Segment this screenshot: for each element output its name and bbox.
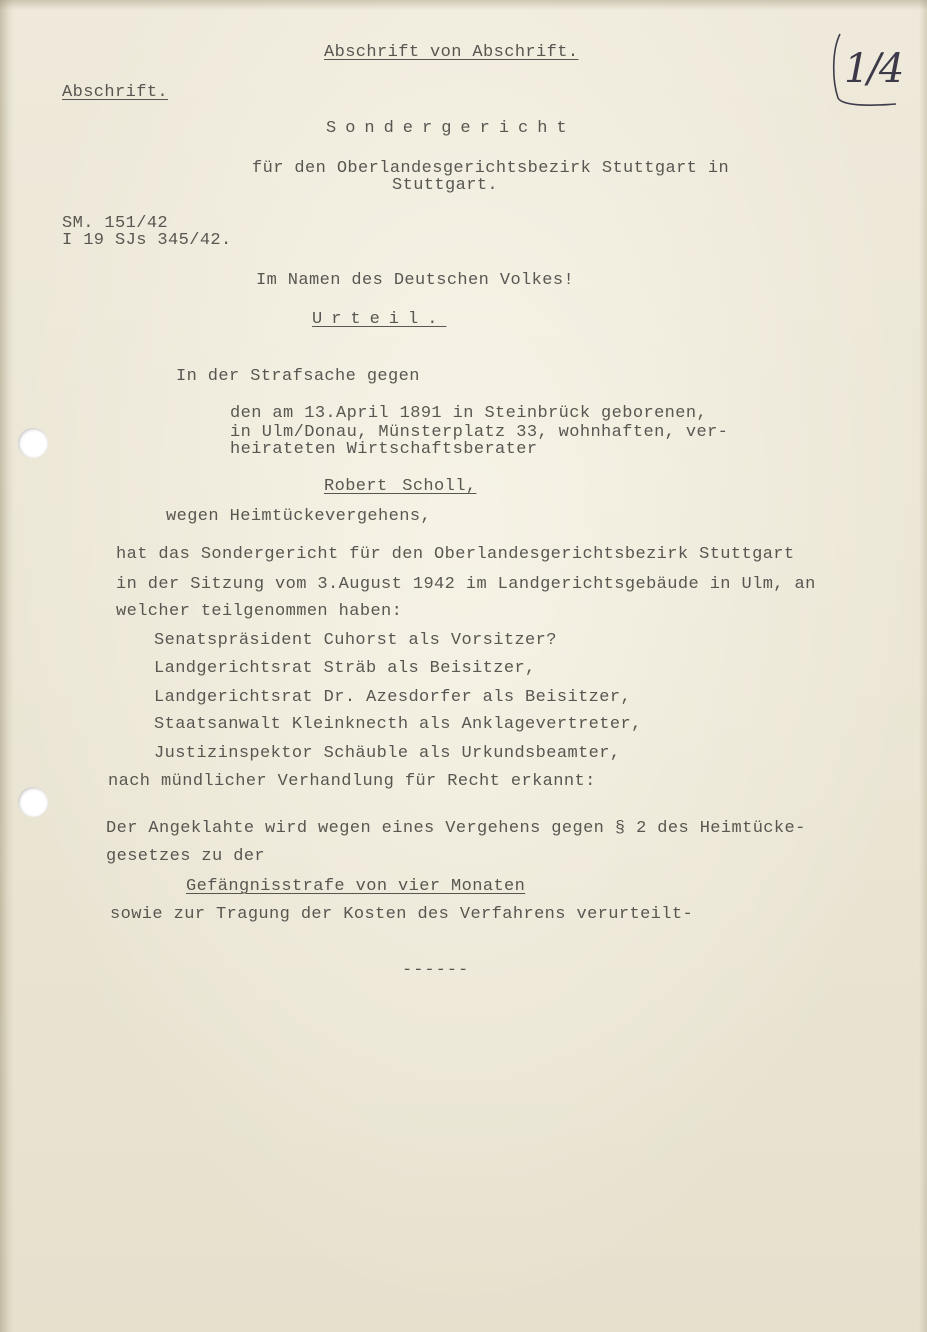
participant-presiding-judge: Senatspräsident Cuhorst als Vorsitzer?: [154, 631, 557, 650]
case-intro: In der Strafsache gegen: [176, 367, 420, 386]
top-edge-shadow: [0, 0, 927, 10]
defendant-line-2: in Ulm/Donau, Münsterplatz 33, wohnhaften, ver-: [230, 423, 729, 442]
defendant-line-3: heirateten Wirtschaftsberater: [230, 440, 538, 459]
participant-prosecutor: Staatsanwalt Kleinknecth als Anklagevertreter,: [154, 715, 642, 734]
judgment-line-2: gesetzes zu der: [106, 847, 266, 866]
punch-hole-top: [18, 428, 48, 458]
defendant-line-1: den am 13.April 1891 in Steinbrück geborenen,: [230, 404, 708, 423]
participant-associate-judge-2: Landgerichtsrat Dr. Azesdorfer als Beisitzer,: [154, 688, 632, 707]
file-number-sjs: I 19 SJs 345/42.: [62, 231, 232, 250]
handwritten-page-mark: [830, 30, 902, 110]
participant-clerk: Justizinspektor Schäuble als Urkundsbeamter,: [154, 744, 621, 763]
body-line-3: welcher teilgenommen haben:: [116, 602, 403, 621]
copy-heading: Abschrift.: [62, 83, 169, 102]
punch-hole-bottom: [18, 787, 48, 817]
defendant-name: Robert Scholl,: [324, 477, 477, 496]
court-district-line-1: für den Oberlandesgerichtsbezirk Stuttgart in: [252, 159, 730, 178]
binding-edge-shadow: [0, 0, 14, 1332]
page-mark-text: 1/4: [844, 46, 903, 92]
body-line-2: in der Sitzung vom 3.August 1942 im Landgerichtsgebäude in Ulm, an: [116, 575, 816, 594]
judgment-line-3: sowie zur Tragung der Kosten des Verfahrens verurteilt-: [110, 905, 694, 924]
participant-associate-judge-1: Landgerichtsrat Sträb als Beisitzer,: [154, 659, 536, 678]
sentence: Gefängnisstrafe von vier Monaten: [186, 877, 526, 896]
body-closing: nach mündlicher Verhandlung für Recht erkannt:: [108, 772, 596, 791]
preamble: Im Namen des Deutschen Volkes!: [256, 271, 575, 290]
court-name: Sondergericht: [326, 119, 576, 138]
copy-of-copy-heading: Abschrift von Abschrift.: [324, 43, 579, 62]
judgment-line-1: Der Angeklahte wird wegen eines Vergehens gegen § 2 des Heimtücke-: [106, 819, 806, 838]
body-line-1: hat das Sondergericht für den Oberlandesgerichtsbezirk Stuttgart: [116, 545, 795, 564]
end-mark: ------: [402, 961, 470, 980]
right-edge-shadow: [919, 0, 927, 1332]
court-district-line-2: Stuttgart.: [392, 176, 499, 195]
charge: wegen Heimtückevergehens,: [166, 507, 432, 526]
file-number-sm: SM. 151/42: [62, 214, 169, 233]
verdict-title: Urteil.: [312, 310, 447, 329]
